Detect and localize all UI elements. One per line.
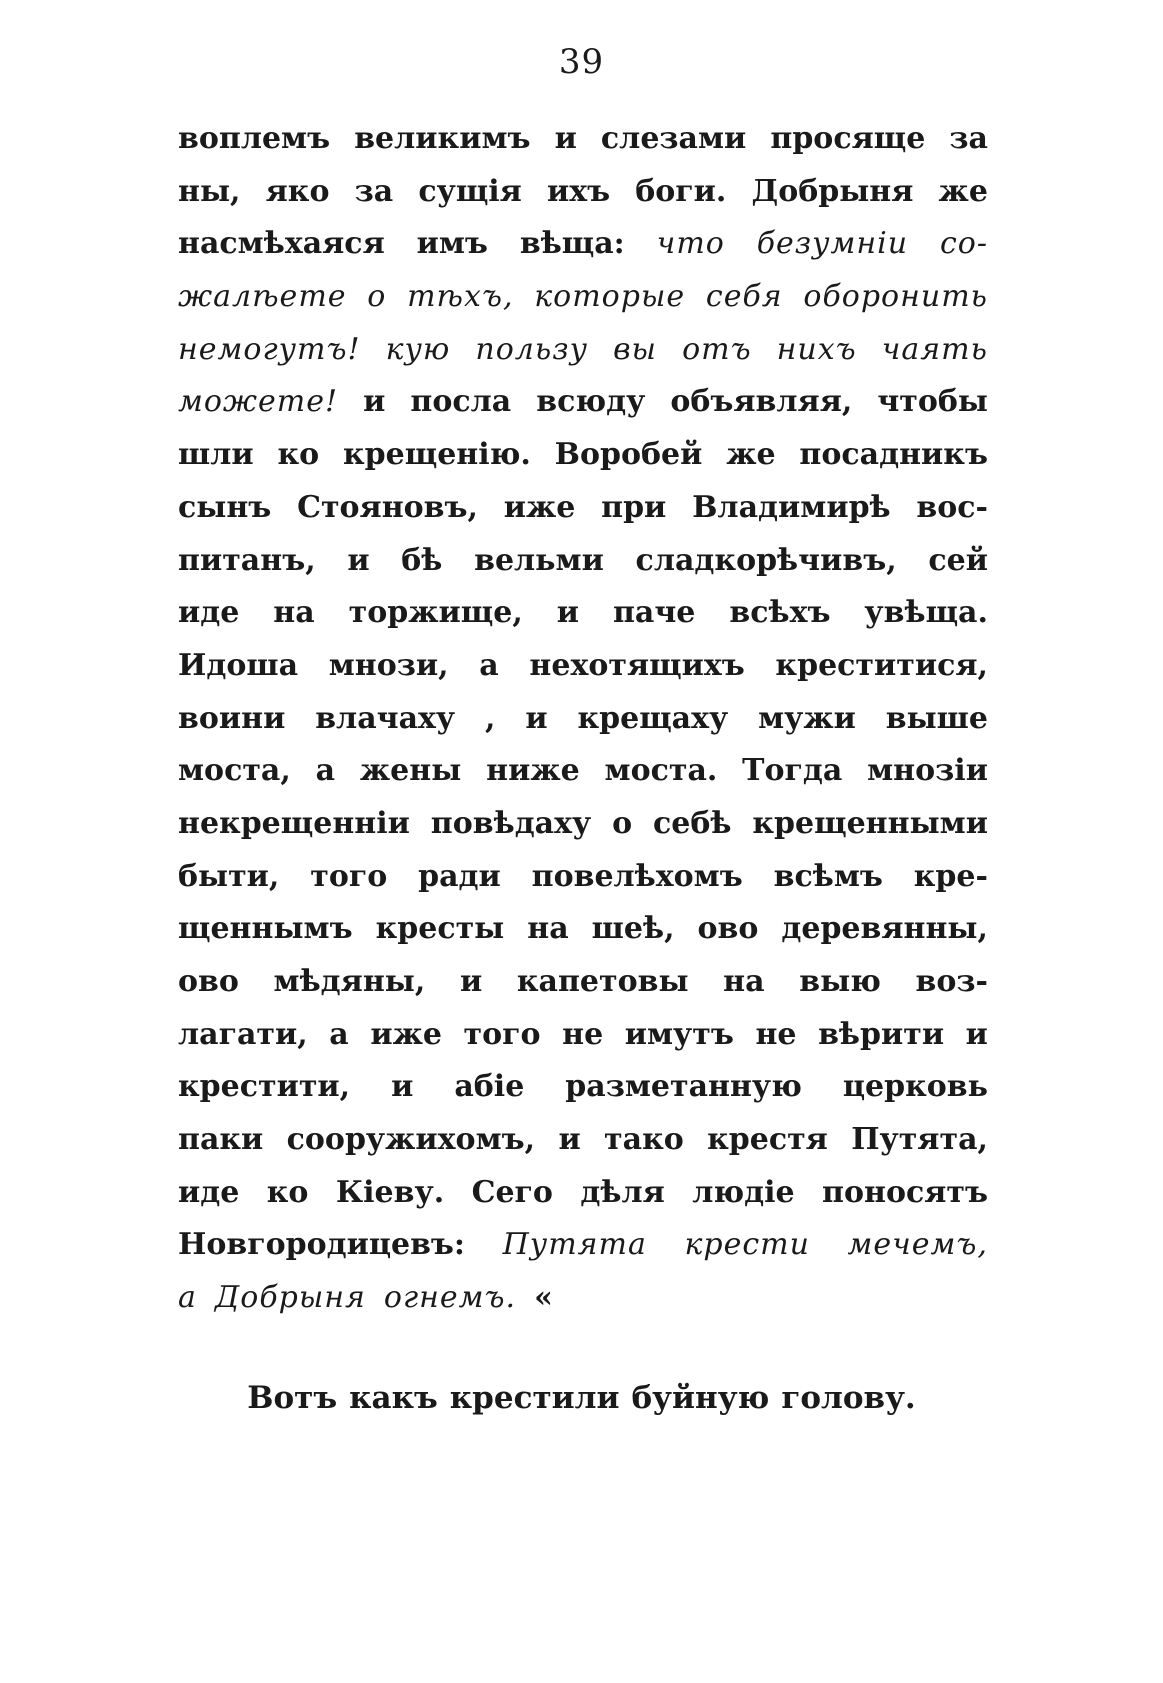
text-line (178, 437, 988, 490)
word: ны, (178, 173, 241, 209)
word: сущія (418, 173, 522, 209)
word: посла (410, 384, 512, 420)
italic-word: отъ (682, 331, 752, 367)
word: воплемъ (178, 121, 331, 156)
text-line (178, 753, 988, 806)
word: Воробей (554, 437, 703, 473)
text-line (178, 701, 988, 754)
word: Стояновъ, (297, 489, 478, 525)
word: жены (359, 753, 462, 789)
word: людіе (692, 1174, 795, 1210)
word: не (755, 1016, 797, 1052)
word: иже (503, 489, 576, 525)
word: и (558, 1122, 581, 1158)
italic-word: Добрыня (214, 1280, 366, 1316)
word: мнозіи (867, 753, 988, 789)
text-line (178, 121, 988, 174)
closing-word: Вотъ (247, 1380, 338, 1416)
text-line (178, 226, 988, 279)
word: моста. (604, 753, 718, 789)
word: Владимирѣ (692, 489, 891, 525)
word: и (525, 700, 548, 736)
word: абіе (454, 1069, 525, 1105)
word: а (479, 647, 499, 683)
word: паче (612, 595, 696, 631)
word: Новгородицевъ: (178, 1227, 466, 1263)
word: вѣрити (818, 1016, 945, 1052)
text-line (178, 543, 988, 596)
word: мнози, (328, 647, 449, 683)
word: того (310, 858, 388, 894)
italic-word: крести (684, 1227, 810, 1263)
word: ихъ (546, 173, 611, 209)
word: шеѣ, (591, 911, 675, 947)
word: насмѣхаяся (178, 226, 385, 262)
italic-word: огнемъ. (383, 1280, 517, 1316)
text-line (178, 1227, 988, 1280)
word: Путята, (851, 1122, 988, 1158)
word: выю (799, 964, 881, 999)
word: и (556, 595, 579, 631)
word: , (485, 700, 496, 736)
italic-word: безумніи (756, 226, 909, 262)
word: нехотящихъ (529, 647, 745, 683)
closing-word: крестили (449, 1380, 620, 1416)
text-line (178, 1069, 988, 1122)
word: мѣдяны, (273, 964, 426, 999)
word: торжище, (348, 595, 523, 631)
text-line (178, 1175, 988, 1228)
word: имъ (416, 226, 488, 262)
text-line (178, 384, 988, 437)
text-line (178, 1017, 988, 1070)
word: при (601, 489, 667, 525)
word: за (354, 173, 394, 209)
word: воини (178, 700, 286, 736)
word: питанъ, (178, 542, 316, 578)
word: влачаху (315, 700, 456, 736)
word: просяще (770, 121, 926, 156)
word: и (965, 1016, 988, 1052)
italic-word: которые (534, 279, 686, 315)
word: Идоша (178, 647, 299, 683)
text-line (178, 332, 988, 385)
italic-word: о (367, 279, 387, 315)
word: крещенными (752, 805, 988, 841)
word: а (315, 753, 336, 789)
word: крещаху (577, 700, 729, 736)
italic-word: жалѣете (178, 279, 347, 315)
italic-word: мечемъ, (847, 1227, 988, 1263)
word: иже (370, 1016, 442, 1052)
text-line (178, 1122, 988, 1175)
word: всѣмъ (773, 858, 883, 894)
word: и (347, 542, 370, 578)
word: и (391, 1069, 414, 1105)
word: вельми (474, 542, 604, 578)
word: сей (928, 542, 988, 578)
italic-word: пользу (475, 331, 588, 367)
word: посадникъ (799, 437, 988, 473)
word: крестити, (178, 1069, 351, 1105)
text-line (178, 1280, 988, 1333)
text-line (178, 174, 988, 227)
word: повѣдаху (430, 805, 592, 841)
word: церковь (842, 1069, 988, 1105)
italic-word: кую (385, 331, 451, 367)
italic-word: что (656, 226, 725, 262)
word: иде (178, 595, 240, 631)
word: увѣща. (864, 595, 988, 631)
word: на (723, 964, 765, 999)
word: некрещенніи (178, 805, 410, 841)
word: креститися, (775, 647, 988, 683)
word: кресты (375, 911, 505, 947)
word: боги. (635, 173, 727, 209)
word: ко (266, 1174, 309, 1210)
word: ово (697, 911, 759, 947)
word: моста, (178, 753, 291, 789)
word: кре- (913, 858, 988, 894)
word: мужи (758, 700, 856, 736)
word: сооружихомъ, (286, 1122, 536, 1158)
closing-word: голову. (781, 1380, 916, 1416)
word: ко (277, 437, 320, 473)
word: воз- (915, 964, 988, 999)
page-number: 39 (558, 42, 605, 82)
word: крестя (707, 1122, 828, 1158)
word: сынъ (178, 489, 272, 525)
word: щеннымъ (178, 911, 353, 947)
word: всюду (536, 384, 646, 420)
word: разметанную (565, 1069, 802, 1105)
word: слезами (600, 121, 747, 156)
word: великимъ (354, 121, 531, 156)
text-line (178, 911, 988, 964)
word: Сего (471, 1174, 553, 1210)
word: Тогда (742, 753, 843, 789)
text-line (178, 490, 988, 543)
closing-word: буйную (631, 1380, 770, 1416)
italic-word: а (178, 1280, 197, 1316)
italic-word: со- (940, 226, 988, 262)
word: бѣ (401, 542, 443, 578)
word: на (273, 595, 315, 631)
word: дѣля (580, 1174, 665, 1210)
text-line (178, 964, 988, 1017)
text-line (178, 648, 988, 701)
text-line (178, 279, 988, 332)
italic-word: нихъ (776, 331, 857, 367)
word: того (463, 1016, 541, 1052)
body-text (178, 121, 988, 1333)
word: и (554, 121, 577, 156)
word: Кіеву. (335, 1174, 445, 1210)
word: же (726, 437, 776, 473)
closing-word: какъ (349, 1380, 438, 1416)
word: ово (178, 964, 239, 999)
italic-word: себя (705, 279, 783, 315)
italic-word: тѣхъ, (407, 279, 514, 315)
text-line (178, 859, 988, 912)
word: паки (178, 1122, 264, 1158)
word: объявляя, (670, 384, 853, 420)
word: ниже (486, 753, 580, 789)
word: выше (885, 700, 988, 736)
word: лагати, (178, 1016, 308, 1052)
text-line (178, 595, 988, 648)
word: деревянны, (781, 911, 988, 947)
text-line (178, 806, 988, 859)
word: за (949, 121, 988, 156)
italic-word: оборонить (803, 279, 988, 315)
word: о (612, 805, 633, 841)
word: а (329, 1016, 349, 1052)
word: сладкорѣчивъ, (635, 542, 897, 578)
word: Добрыня (751, 173, 914, 209)
word: себѣ (653, 805, 732, 841)
word: « (534, 1280, 553, 1316)
word: и (459, 964, 483, 999)
word: всѣхъ (729, 595, 831, 631)
word: же (938, 173, 988, 209)
word: тако (604, 1122, 684, 1158)
word: ради (418, 858, 501, 894)
word: шли (178, 437, 254, 473)
italic-word: вы (613, 331, 657, 367)
italic-word: немогутъ! (178, 331, 361, 367)
word: и (363, 384, 386, 420)
word: поносятъ (822, 1174, 988, 1210)
italic-word: Путята (502, 1227, 647, 1263)
word: не (562, 1016, 604, 1052)
word: яко (265, 173, 330, 209)
word: вѣща: (519, 226, 625, 262)
closing-sentence (0, 1380, 1163, 1416)
word: повелѣхомъ (531, 858, 743, 894)
word: быти, (178, 858, 280, 894)
word: капетовы (516, 964, 689, 999)
italic-word: чаять (881, 331, 988, 367)
word: вос- (916, 489, 988, 525)
word: чтобы (877, 384, 988, 420)
word: крещенію. (343, 437, 531, 473)
word: иде (178, 1174, 240, 1210)
italic-word: можете! (178, 384, 339, 420)
word: имутъ (624, 1016, 734, 1052)
word: на (527, 911, 569, 947)
